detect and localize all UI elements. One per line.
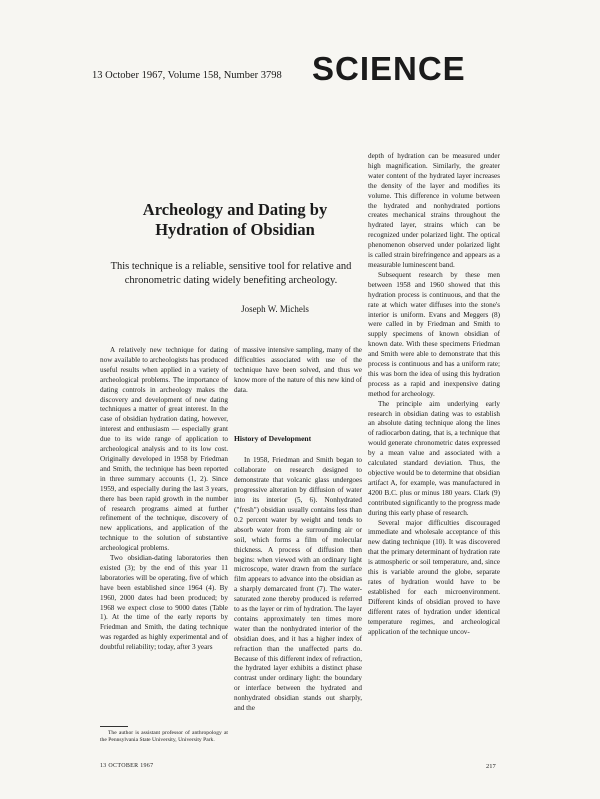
paragraph: of massive intensive sampling, many of the difficulties associated with use of the technique have been solved, and thus we know more of the nature of this new kind of data. — [234, 346, 362, 394]
footnote-rule — [100, 726, 128, 727]
page-number: 217 — [486, 763, 496, 770]
body-column-2 — [234, 346, 362, 743]
paragraph: The principle aim underlying early research in obsidian dating was to establish an absolute dating technique along the lines of radiocarbon dating, that is, a technique that would generate chronometric dates expressed by a mean value and associated with a calculated standard deviation. Thus, the objective would be to determine that obsidian artifact A, for example, was manufactured in 4200 B.C. plus or minus 180 years. Clark (9) contributed significantly to the progress made during this early phase of research. — [368, 399, 500, 517]
article-title: Archeology and Dating by Hydration of Obsidian — [142, 200, 328, 239]
paragraph: Several major difficulties discouraged immediate and wholesale acceptance of this new dating technique (10). It was discovered that the primary determinant of hydration rate is atmospheric or soil temperature, and, since this is variable around the globe, separate rates of hydration would have to be established for each microenvironment. Different kinds of obsidian proved to have different rates of hydration under identical temperature regimes, and archeological application of the technique uncov- — [368, 518, 500, 636]
body-column-1 — [100, 346, 228, 722]
article-subtitle: This technique is a reliable, sensitive tool for relative and chronometric dating widely benefiting archeology. — [110, 261, 352, 286]
section-heading: History of Development — [234, 433, 312, 443]
issue-line: 13 October 1967, Volume 158, Number 3798 — [92, 70, 282, 81]
paragraph: Two obsidian-dating laboratories then existed (3); by the end of this year 11 laboratories will be operating, five of which have been established since 1964 (4). By 1960, 2000 dates had been produced; by 1968 we expect close to 9000 dates (Table 1). At the time of the early reports by Friedman and Smith, the dating technique was regarded as highly experimental and of doubtful reliability; today, after 3 years — [100, 554, 228, 652]
body-column-3 — [368, 152, 500, 743]
paragraph: depth of hydration can be measured under high magnification. Similarly, the greater water content of the hydrated layer increases the density of the layer and modifies its volume. This difference in volume between the hydrated and nonhydrated portions creates mechanical strains throughout the hydrated layer, strains which can be recognized under polarized light. The optical phenomenon observed under polarized light is called strain birefringence and appears as a measurable luminescent band. — [368, 152, 500, 269]
article-author: Joseph W. Michels — [241, 304, 309, 314]
paragraph: In 1958, Friedman and Smith began to collaborate on research designed to demonstrate that volcanic glass undergoes progressive alteration by diffusion of water into its interior (5, 6). Nonhydrated ("fresh") obsidian usually contains less than 0.2 percent water by weight and tends to absorb water from the surrounding air or soil, which forms a film of molecular thickness. A process of diffusion then begins: when viewed with an ordinary light microscope, water drawn from the surface film appears to advance into the obsidian as a sharply demarcated front (7). The water-saturated zone thereby produced is referred to as the layer or rim of hydration. The layer contains approximately ten times more water than the nonhydrated interior of the obsidian does, and it has a higher index of refraction than the unaffected parts do. Because of this different index of refraction, the hydrated layer exhibits a distinct phase contrast under ordinary light: the boundary or interface between the hydrated and nonhydrated obsidian stands out sharply, and the — [234, 456, 362, 713]
paragraph: Subsequent research by these men between 1958 and 1960 showed that this hydration process is continuous, and that the rate at which water diffuses into the stone's interior is uniform. Evans and Meggers (8) were called in by Friedman and Smith to supply specimens of known obsidian of known date. With these specimens Friedman and Smith were able to demonstrate that this process is continuous and has a uniform rate; this was born the idea of using this hydration process as a rapid and inexpensive dating method for archeology. — [368, 270, 500, 398]
paragraph: A relatively new technique for dating now available to archeologists has produced useful results when applied in a variety of archeological problems. The importance of dating controls in archeology makes the discovery and development of new dating techniques a matter of great interest. In the case of obsidian hydration dating, however, interest and enthusiasm — especially grant due to its wide range of application to archeological analysis and to its low cost. Originally developed in 1958 by Friedman and Smith, the technique has been reported in three summary accounts (1, 2). Since 1959, and especially during the last 3 years, there has been rapid growth in the number of research programs aimed at further refinement of the technique, discovery of new applications, and application of the technique to the solution of substantive archeological problems. — [100, 346, 228, 553]
footer-date: 13 OCTOBER 1967 — [100, 763, 154, 769]
journal-title: SCIENCE — [312, 50, 466, 87]
author-footnote: The author is assistant professor of anthropology at the Pennsylvania State University, University Park. — [100, 730, 228, 743]
